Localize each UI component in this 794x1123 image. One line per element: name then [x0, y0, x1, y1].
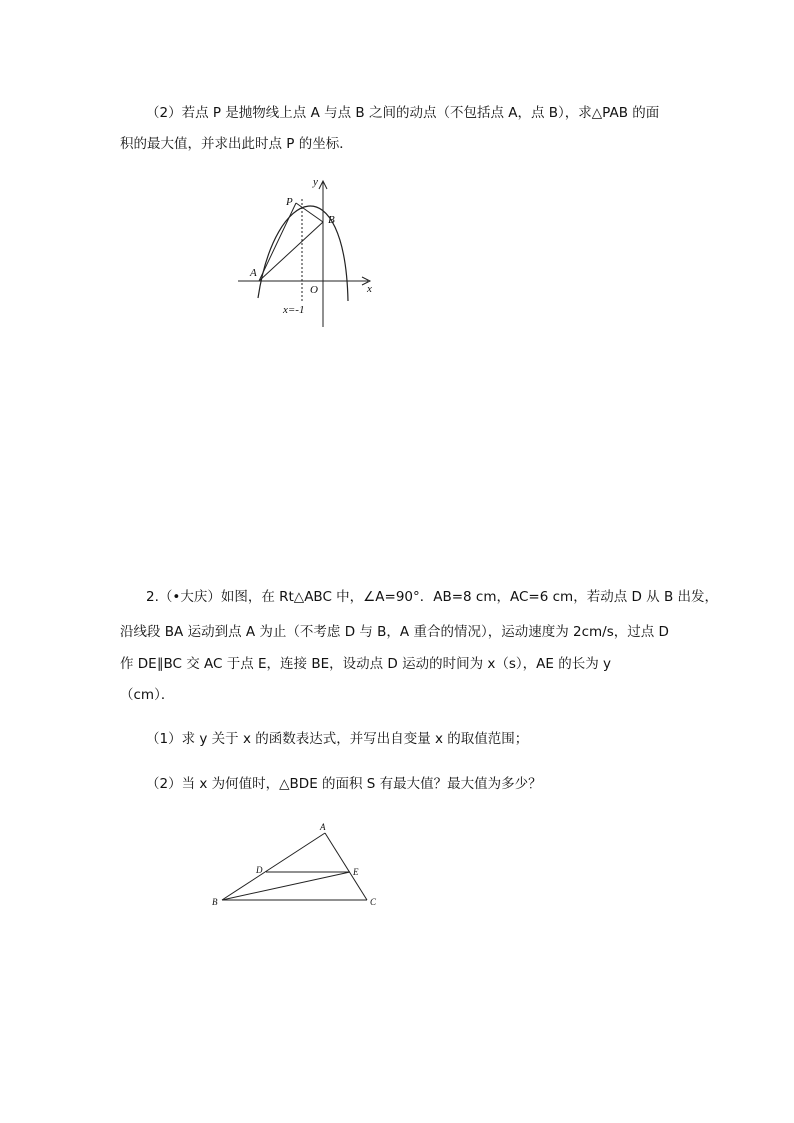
segment-AC: [325, 833, 367, 900]
problem1-line1: （2）若点 P 是抛物线上点 A 与点 B 之间的动点（不包括点 A，点 B），求△PAB 的面: [146, 105, 660, 121]
problem2-line4: （cm）．: [120, 687, 175, 703]
question-2: （2）当 x 为何值时，△BDE 的面积 S 有最大值？最大值为多少？: [146, 776, 542, 792]
question-1: （1）求 y 关于 x 的函数表达式，并写出自变量 x 的取值范围；: [146, 731, 529, 747]
label-axis-eq: x=-1: [283, 304, 305, 316]
label-A: A: [250, 267, 257, 279]
label-B: B: [328, 214, 335, 226]
label-D2: D: [256, 865, 263, 875]
label-x: x: [367, 283, 372, 295]
label-C2: C: [370, 897, 377, 907]
segment-BA: [222, 833, 325, 900]
label-O: O: [310, 284, 318, 296]
label-B2: B: [212, 897, 218, 907]
label-A2: A: [320, 822, 326, 832]
problem2-line1: 2.（•大庆）如图，在 Rt△ABC 中，∠A=90°．AB=8 cm，AC=6 cm，若动点 D 从 B 出发，: [146, 589, 719, 605]
problem1-line2: 积的最大值，并求出此时点 P 的坐标．: [120, 136, 353, 152]
label-E2: E: [353, 867, 359, 877]
problem2-line2: 沿线段 BA 运动到点 A 为止（不考虑 D 与 B，A 重合的情况），运动速度为 2cm/s，过点 D: [120, 624, 669, 640]
problem2-line3: 作 DE∥BC 交 AC 于点 E，连接 BE，设动点 D 运动的时间为 x（s），AE 的长为 y: [120, 656, 611, 672]
segment-BE: [222, 872, 350, 900]
label-y: y: [313, 176, 318, 188]
label-P: P: [286, 196, 293, 208]
